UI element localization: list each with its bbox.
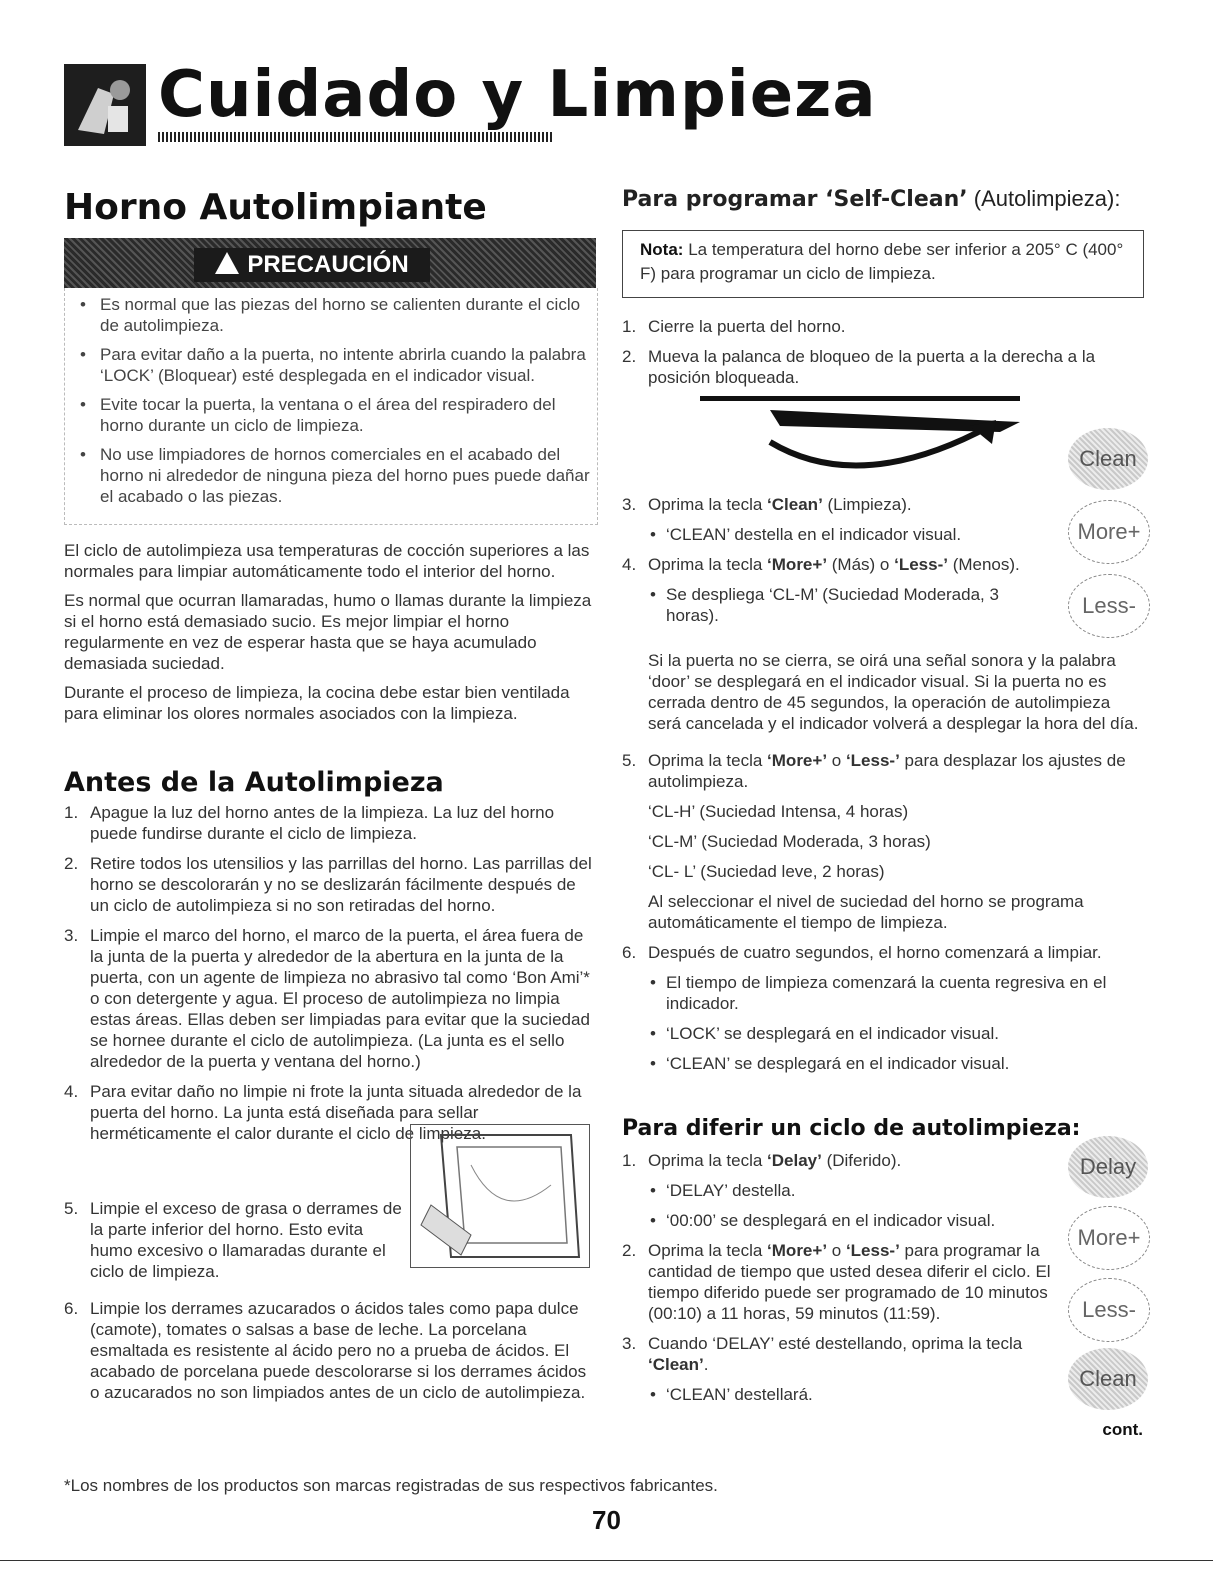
key-name: ‘Delay’ <box>767 1151 822 1170</box>
step-bullet: • Se despliega ‘CL-M’ (Suciedad Moderada, 3 horas). <box>648 584 1026 626</box>
step-text: Oprima la tecla <box>648 555 768 574</box>
step-text: o <box>827 751 846 770</box>
step-number: 1. <box>64 803 79 822</box>
step-text: Limpie el exceso de grasa o derrames de la parte inferior del horno. Esto evita humo excesivo o llamaradas durante el ciclo de limpieza. <box>90 1199 402 1281</box>
step-number: 5. <box>64 1199 79 1218</box>
step-text: para desplazar los ajustes de autolimpieza. <box>648 751 1126 791</box>
key-name: ‘Clean’ <box>767 495 823 514</box>
list-item <box>622 346 1142 388</box>
step-text: Limpie el marco del horno, el marco de la puerta, el área fuera de la junta de la puerta y alrededor de la abertura en la junta de la puerta, con un agente de limpieza no abrasivo tal como ‘Bon Ami’* o con detergente y agua. El proceso de autolimpieza no limpia estas áreas. Ellas deben ser limpiadas para evitar que la suciedad se hornee durante el ciclo de autolimpieza. (La junta es el sello alrededor de la puerta y ventana del horno.) <box>90 926 590 1071</box>
step-number: 2. <box>622 1241 637 1260</box>
intro-paragraphs <box>64 540 598 732</box>
header-rule <box>158 132 554 142</box>
program-title-rest: (Autolimpieza): <box>973 186 1121 211</box>
note-text <box>640 238 1140 286</box>
level-option: ‘CL-H’ (Suciedad Intensa, 4 horas) <box>648 802 909 821</box>
page-number: 70 <box>592 1505 621 1535</box>
delay-step-2 <box>622 1240 1058 1324</box>
paragraph: El ciclo de autolimpieza usa temperaturas de cocción superiores a las normales para limpiar automáticamente todo el interior del horno. <box>64 541 590 581</box>
program-steps-c <box>622 750 1144 1083</box>
step-text: para programar la cantidad de tiempo que usted desea diferir el ciclo. El tiempo diferido puede ser programado de 10 minutos (00:10) a 11 horas, 59 minutos (11:59). <box>648 1241 1051 1323</box>
step-number: 3. <box>622 495 637 514</box>
step-text: Apague la luz del horno antes de la limpieza. La luz del horno puede fundirse durante el ciclo de limpieza. <box>90 803 555 843</box>
program-steps-b <box>622 494 1062 635</box>
caution-label-text: PRECAUCIÓN <box>247 251 409 278</box>
step-text: Mueva la palanca de bloqueo de la puerta a la derecha a la posición bloqueada. <box>648 347 1096 387</box>
step-bullet: • ‘00:00’ se desplegará en el indicador visual. <box>648 1210 1058 1231</box>
step-3 <box>622 494 1062 515</box>
program-title-bold: Para programar ‘Self-Clean’ <box>622 187 968 212</box>
program-steps-a <box>622 316 1142 397</box>
step-text: Cuando ‘DELAY’ esté destellando, oprima la tecla <box>648 1334 1023 1353</box>
step-number: 5. <box>622 751 637 770</box>
step-bullet: • ‘CLEAN’ destellará. <box>648 1384 1058 1405</box>
continued-label: cont. <box>1102 1420 1143 1439</box>
oven-door-gasket-illustration <box>410 1124 590 1268</box>
delay-title: Para diferir un ciclo de autolimpieza: <box>622 1116 1081 1141</box>
step-text: Para evitar daño no limpie ni frote la junta situada alrededor de la puerta del horno. La junta está diseñada para sellar herméticamente el calor durante el ciclo de limpieza. <box>90 1082 582 1143</box>
step-text: Retire todos los utensilios y las parrillas del horno. Las parrillas del horno se descolorarán y no se deslizarán fácilmente después de un ciclo de autolimpieza si no son retiradas del horno. <box>90 854 592 915</box>
paragraph: Es normal que ocurran llamaradas, humo o llamas durante la limpieza si el horno está demasiado sucio. Es mejor limpiar el horno regularmente en vez de esperar hasta que se haya acumulado demasiada suciedad. <box>64 591 592 673</box>
delay-step-1 <box>622 1150 1058 1171</box>
section-title: Horno Autolimpiante <box>64 187 487 228</box>
door-warning-paragraph: Si la puerta no se cierra, se oirá una señal sonora y la palabra ‘door’ se desplegará en el indicador visual. Si la puerta no es cerrada dentro de 45 segundos, la operación de autolimpieza será cancelada y el indicador volverá a desplegar la hora del día. <box>648 651 1139 733</box>
clean-key-icon: Clean <box>1068 1348 1148 1410</box>
step-text: Después de cuatro segundos, el horno comenzará a limpiar. <box>648 943 1102 962</box>
step-number: 1. <box>622 1151 637 1170</box>
step-5 <box>622 750 1144 792</box>
before-steps-cont <box>64 1198 402 1291</box>
less-key-icon: Less- <box>1068 574 1150 638</box>
level-option: ‘CL-M’ (Suciedad Moderada, 3 horas) <box>648 832 931 851</box>
list-item <box>64 1198 402 1282</box>
key-name: ‘Clean’ <box>648 1355 704 1374</box>
step-number: 4. <box>622 555 637 574</box>
step-text: Cierre la puerta del horno. <box>648 317 846 336</box>
step-text: (Diferido). <box>821 1151 902 1170</box>
caution-item: • Es normal que las piezas del horno se calienten durante el ciclo de autolimpieza. <box>80 294 590 336</box>
clean-key-icon: Clean <box>1068 428 1148 490</box>
key-name: ‘More+’ <box>767 1241 828 1260</box>
step-bullet: • ‘CLEAN’ se desplegará en el indicador visual. <box>648 1053 1144 1074</box>
step-number: 6. <box>64 1299 79 1318</box>
step-number: 2. <box>64 854 79 873</box>
list-item <box>64 1298 594 1403</box>
step-text: (Más) o <box>827 555 895 574</box>
step-text: Oprima la tecla <box>648 751 768 770</box>
step-bullet: • El tiempo de limpieza comenzará la cuenta regresiva en el indicador. <box>648 972 1144 1014</box>
step-number: 3. <box>64 926 79 945</box>
caution-item: • Evite tocar la puerta, la ventana o el área del respiradero del horno durante un ciclo de limpieza. <box>80 394 590 436</box>
list-item <box>64 853 594 916</box>
before-title: Antes de la Autolimpieza <box>64 767 444 798</box>
step-text: (Limpieza). <box>822 495 912 514</box>
step-bullet: • ‘LOCK’ se desplegará en el indicador visual. <box>648 1023 1144 1044</box>
key-name: ‘Less-’ <box>894 555 948 574</box>
cleaning-spray-icon <box>64 64 146 146</box>
caution-list <box>80 294 590 515</box>
step-text: Limpie los derrames azucarados o ácidos tales como papa dulce (camote), tomates o salsas a base de leche. La porcelana esmaltada es resistente al ácido pero no a prueba de ácidos. El acabado de porcelana puede descolorarse si los derrames ácidos o azucarados no son limpiados antes de un ciclo de autolimpieza. <box>90 1299 587 1402</box>
door-lock-lever-illustration <box>700 396 1020 491</box>
paragraph: Durante el proceso de limpieza, la cocina debe estar bien ventilada para eliminar los olores normales asociados con la limpieza. <box>64 683 570 723</box>
step-bullet: • ‘DELAY’ destella. <box>648 1180 1058 1201</box>
level-option: ‘CL- L’ (Suciedad leve, 2 horas) <box>648 862 885 881</box>
key-name: ‘Less-’ <box>845 751 900 770</box>
note-label: Nota: <box>640 240 684 259</box>
program-title <box>622 184 1120 215</box>
before-steps-cont2 <box>64 1298 594 1412</box>
step-number: 3. <box>622 1334 637 1353</box>
key-name: ‘More+’ <box>767 555 828 574</box>
step-number: 2. <box>622 347 637 366</box>
list-item <box>64 925 594 1072</box>
list-item <box>622 316 1142 337</box>
caution-item: • No use limpiadores de hornos comerciales en el acabado del horno ni alrededor de ninguna pieza del horno pues puede dañar el acabado o las piezas. <box>80 444 590 507</box>
more-key-icon: More+ <box>1068 1206 1150 1270</box>
caution-label <box>194 248 430 282</box>
step-text: Oprima la tecla <box>648 495 768 514</box>
level-note: Al seleccionar el nivel de suciedad del horno se programa automáticamente el tiempo de limpieza. <box>648 892 1084 932</box>
bottom-rule <box>0 1560 1213 1561</box>
key-name: ‘More+’ <box>767 751 828 770</box>
caution-item: • Para evitar daño a la puerta, no intente abrirla cuando la palabra ‘LOCK’ (Bloquear) esté desplegada en el indicador visual. <box>80 344 590 386</box>
key-name: ‘Less-’ <box>845 1241 900 1260</box>
step-6 <box>622 942 1144 963</box>
step-text: . <box>703 1355 709 1374</box>
step-number: 1. <box>622 317 637 336</box>
page-header-title: Cuidado y Limpieza <box>158 58 877 132</box>
step-text: Oprima la tecla <box>648 1241 768 1260</box>
less-key-icon: Less- <box>1068 1278 1150 1342</box>
step-bullet: • ‘CLEAN’ destella en el indicador visual. <box>648 524 1062 545</box>
step-number: 6. <box>622 943 637 962</box>
delay-step-3 <box>622 1333 1058 1375</box>
step-number: 4. <box>64 1082 79 1101</box>
more-key-icon: More+ <box>1068 500 1150 564</box>
warning-icon <box>215 252 239 274</box>
list-item <box>64 802 594 844</box>
step-text: o <box>827 1241 846 1260</box>
before-steps <box>64 802 594 1153</box>
step-4 <box>622 554 1062 575</box>
step-text: (Menos). <box>947 555 1020 574</box>
step-text: Oprima la tecla <box>648 1151 768 1170</box>
note-body: La temperatura del horno debe ser inferior a 205° C (400° F) para programar un ciclo de limpieza. <box>640 240 1124 283</box>
delay-key-icon: Delay <box>1068 1136 1148 1198</box>
delay-steps <box>622 1150 1058 1414</box>
footnote: *Los nombres de los productos son marcas registradas de sus respectivos fabricantes. <box>64 1476 718 1495</box>
